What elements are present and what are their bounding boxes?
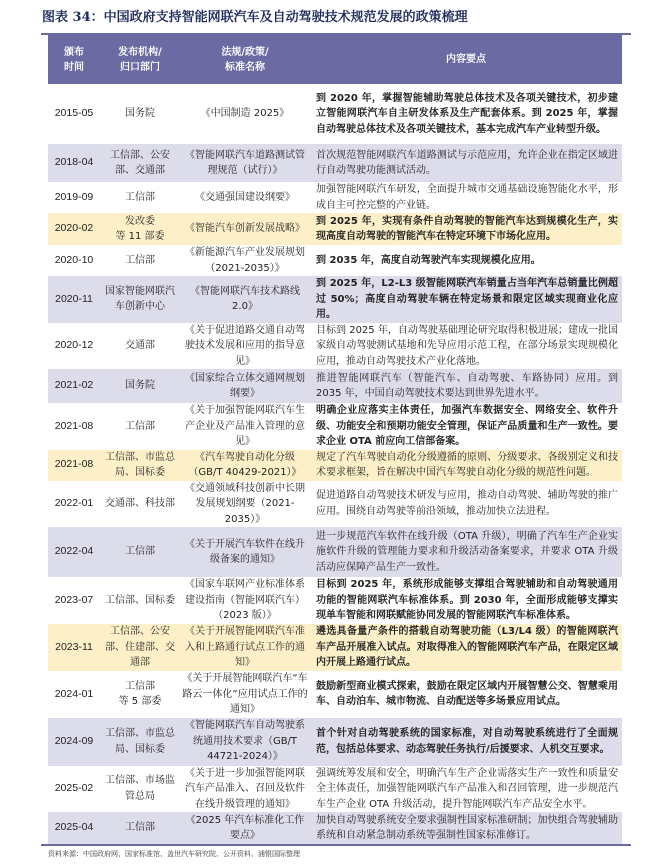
org-cell: 国家智能网联汽车创新中心: [100, 276, 180, 323]
date-cell: 2025-04: [48, 812, 100, 844]
org-cell: 工信部: [125, 254, 155, 266]
figure-title: 图表 34：中国政府支持智能网联汽车及自动驾驶技术规范发展的政策梳理: [42, 10, 468, 25]
policy-name-cell: 《智能网联汽车技术路线 2.0》: [180, 276, 310, 323]
header-content: 内容要点: [310, 35, 622, 84]
org-cell: 工信部、公安部、住建部、交通部: [100, 624, 180, 671]
content-cell: 到 2025 年，L2-L3 级智能网联汽车销量占当年汽车总销量比例超过 50%；高度自动驾驶车辆在特定场景和限定区域实现商业化应用。: [310, 276, 622, 323]
table-row: [48, 144, 622, 182]
content-cell: 推进智能网联汽车（智能汽车、自动驾驶、车路协同）应用。到 2035 年，中国自动驾驶技术要达到世界先进水平。: [310, 369, 622, 403]
table-row: [48, 245, 622, 276]
policy-name-cell: 《交通强国建设纲要》: [195, 191, 295, 203]
policy-name-cell: 《关于开展智能网联汽车准入和上路通行试点工作的通知》: [180, 624, 310, 671]
content-cell: 明确企业应落实主体责任，加强汽车数据安全、网络安全、软件升级、功能安全和预期功能安全管理，保证产品质量和生产一致性。要求企业 OTA 前应向工信部备案。: [316, 405, 618, 447]
policy-name-cell: 《2025 年汽车标准化工作要点》: [180, 812, 310, 844]
policy-name-cell: 《交通领域科技创新中长期发展规划纲要（2021-2035）》: [185, 482, 305, 525]
table-row: [48, 812, 622, 844]
table-row: [48, 718, 622, 766]
date-cell: 2020-11: [48, 276, 100, 323]
content-cell: 鼓励新型商业模式探索，鼓励在限定区域内开展智慧公交、智慧乘用车、自动泊车、城市物流、自动配送等多场景应用试点。: [316, 680, 618, 708]
table-row: [48, 84, 622, 144]
table-row: [48, 766, 622, 813]
org-cell: 国务院: [100, 369, 180, 403]
date-cell: 2020-02: [48, 213, 100, 245]
org-cell: 工信部: [125, 191, 155, 203]
table-row: [48, 577, 622, 624]
date-cell: 2021-02: [48, 369, 100, 403]
table-row: [48, 369, 622, 403]
org-cell: 工信部、市场监管总局: [105, 775, 175, 802]
content-cell: 遴选具备量产条件的搭载自动驾驶功能（L3/L4 级）的智能网联汽车产品开展准入试点。对取得准入的智能网联汽车产品，在限定区域内开展上路通行试点。: [310, 624, 622, 671]
date-cell: 2023-11: [48, 624, 100, 671]
policy-name-cell: 《汽车驾驶自动化分级（GB/T 40429-2021）》: [180, 450, 310, 481]
date-cell: 2022-04: [48, 527, 100, 577]
policy-name-cell: 《关于加强智能网联汽车生产企业及产品准入管理的意见》: [185, 405, 305, 447]
org-cell: 工信部: [125, 420, 155, 432]
content-cell: 加快自动驾驶系统安全要求强制性国家标准研制；加快组合驾驶辅助系统和自动紧急制动系统等强制性国家标准修订。: [310, 812, 622, 844]
header-date: 颁布 时间: [48, 35, 100, 84]
policy-name-cell: 《智能网联汽车自动驾驶系统通用技术要求（GB/T 44721-2024）》: [180, 718, 310, 766]
org-cell: 交通部、科技部: [105, 498, 175, 509]
date-cell: 2020-12: [54, 339, 94, 351]
date-cell: 2015-05: [54, 107, 94, 120]
org-cell: 工信部、市监总局、国标委: [100, 718, 180, 766]
policy-name-cell: 《新能源汽车产业发展规划（2021-2035）》: [185, 247, 305, 274]
table-header: [48, 35, 622, 84]
content-cell: 规定了汽车驾驶自动化分级遵循的原则、分级要求、各级别定义和技术要求框架，旨在解决中国汽车驾驶自动化分级的规范性问题。: [310, 450, 622, 481]
policy-name-cell: 《国家综合立体交通网规划纲要》: [180, 369, 310, 403]
content-cell: 到 2035 年，高度自动驾驶汽车实现规模化应用。: [316, 254, 541, 266]
org-cell: 工信部: [100, 812, 180, 844]
policy-name-cell: 《关于促进道路交通自动驾驶技术发展和应用的指导意见》: [185, 324, 305, 367]
content-cell: 进一步规范汽车软件在线升级（OTA 升级），明确了汽车生产企业实施软件升级的管理能力要求和升级活动备案要求，并要求 OTA 升级活动应保障产品生产一致性。: [310, 527, 622, 577]
policy-name-cell: 《关于开展汽车软件在线升级备案的通知》: [180, 527, 310, 577]
source-note: 资料来源：中国政府网、国家标准馆、盖世汽车研究院、公开资料、浦银国际整理: [48, 850, 300, 858]
policy-name-cell: 《关于开展智能网联汽车“车路云一体化”应用试点工作的通知》: [182, 673, 308, 715]
date-cell: 2018-04: [48, 144, 100, 182]
date-cell: 2023-07: [54, 593, 94, 606]
table-row: [48, 276, 622, 323]
date-cell: 2020-10: [54, 253, 94, 266]
content-cell: 首个针对自动驾驶系统的国家标准，对自动驾驶系统进行了全面规范，包括总体要求、动态驾驶任务执行/后援要求、人机交互要求。: [310, 718, 622, 766]
org-cell: 工信部: [100, 527, 180, 577]
content-cell: 强调统筹发展和安全，明确汽车生产企业需落实生产一致性和质量安全主体责任，加强智能网联汽车产品准入和召回管理，进一步规范汽车生产企业 OTA 升级活动，提升智能网联汽车产品安全水平。: [316, 767, 618, 810]
header-org: 发布机构/ 归口部门: [100, 35, 180, 84]
content-cell: 到 2020 年，掌握智能辅助驾驶总体技术及各项关键技术，初步建立智能网联汽车自主研发体系及生产配套体系。到 2025 年，掌握自动驾驶总体技术及各项关键技术，基本完成汽车产业转型升级。: [316, 92, 618, 135]
policy-name-cell: 《国家车联网产业标准体系建设指南（智能网联汽车）（2023 版）》: [185, 579, 305, 622]
date-cell: 2024-01: [54, 687, 94, 700]
table-row: [48, 323, 622, 370]
policy-name-cell: 《中国制造 2025》: [200, 108, 290, 120]
table-row: [48, 481, 622, 528]
date-cell: 2021-08: [48, 450, 100, 481]
content-cell: 首次规范智能网联汽车道路测试与示范应用，允许企业在指定区域进行自动驾驶功能测试活动。: [310, 144, 622, 182]
content-cell: 目标到 2025 年，系统形成能够支撑组合驾驶辅助和自动驾驶通用功能的智能网联汽车标准体系。到 2030 年，全面形成能够支撑实现单车智能和网联赋能协同发展的智能网联汽车标准体系。: [316, 579, 618, 622]
policy-name-cell: 《智能汽车创新发展战略》: [180, 213, 310, 245]
header-name: 法规/政策/ 标准名称: [180, 35, 310, 84]
date-cell: 2025-02: [54, 782, 94, 794]
content-cell: 目标到 2025 年，自动驾驶基础理论研究取得积极进展；建成一批国家级自动驾驶测试基地和先导应用示范工程，在部分场景实现规模化应用，推动自动驾驶技术产业化落地。: [316, 324, 618, 367]
org-cell: 工信部、国标委: [105, 594, 175, 606]
table-row: [48, 213, 622, 245]
bottom-rule: [41, 844, 631, 846]
date-cell: 2024-09: [48, 718, 100, 766]
table-row: [48, 671, 622, 718]
org-cell: 发改委 等 11 部委: [100, 213, 180, 245]
policy-name-cell: 《关于进一步加强智能网联汽车产品准入、召回及软件在线升级管理的通知》: [185, 767, 305, 810]
org-cell: 工信部、市监总局、国标委: [100, 450, 180, 481]
table-row: [48, 403, 622, 450]
content-cell: 加强智能网联汽车研发，全面提升城市交通基础设施智能化水平，形成自主可控完整的产业链。: [316, 184, 618, 211]
org-cell: 交通部: [125, 340, 155, 351]
date-cell: 2021-08: [54, 419, 94, 432]
content-cell: 促进道路自动驾驶技术研发与应用，推动自动驾驶、辅助驾驶的推广应用。围绕自动驾驶等前沿领域，推动加快立法进程。: [316, 490, 618, 517]
table-row: [48, 527, 622, 577]
org-cell: 工信部 等 5 部委: [118, 680, 162, 708]
table-row: [48, 450, 622, 481]
org-cell: 工信部、公安部、交通部: [100, 144, 180, 182]
content-cell: 到 2025 年，实现有条件自动驾驶的智能汽车达到规模化生产，实现高度自动驾驶的智能汽车在特定环境下市场化应用。: [310, 213, 622, 245]
date-cell: 2022-01: [54, 497, 94, 509]
date-cell: 2019-09: [54, 190, 94, 203]
table-row: [48, 624, 622, 671]
policy-name-cell: 《智能网联汽车道路测试管理规范（试行）》: [180, 144, 310, 182]
policy-table: [48, 35, 622, 844]
org-cell: 国务院: [125, 108, 155, 120]
table-row: [48, 182, 622, 213]
